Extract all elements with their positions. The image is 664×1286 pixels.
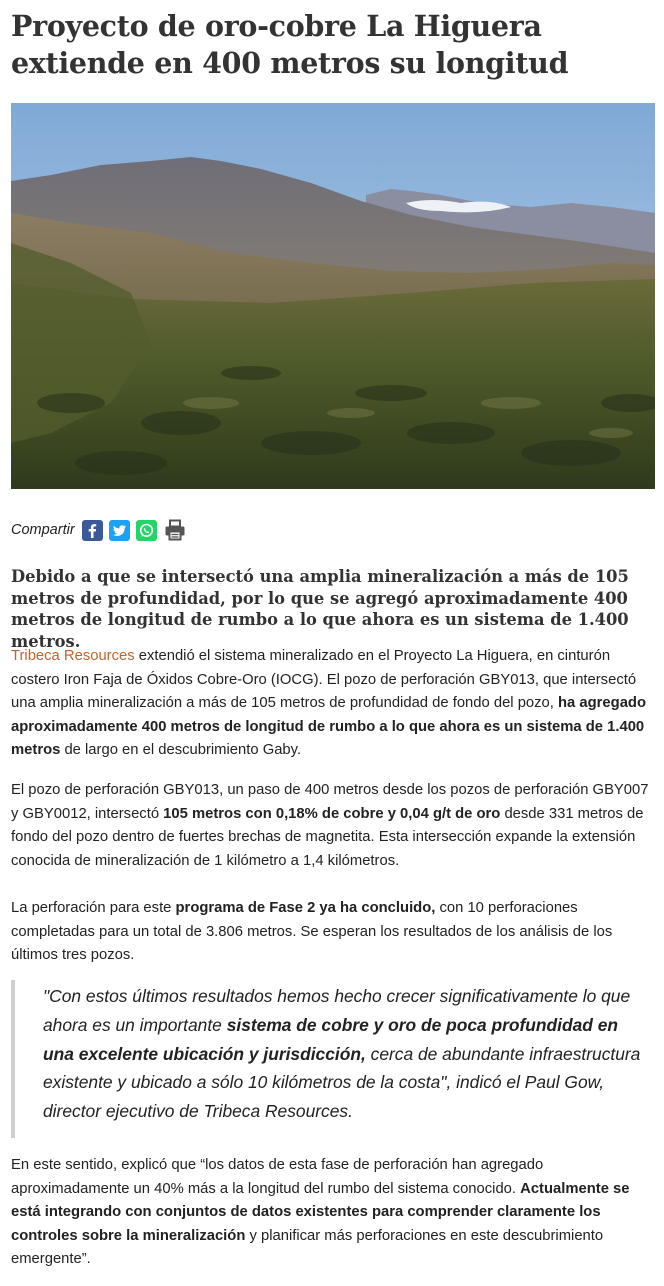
p1-text-2: de largo en el descubrimiento Gaby. xyxy=(60,742,302,758)
title-line-1: Proyecto de oro-cobre La Higuera xyxy=(11,9,542,43)
article-header xyxy=(11,0,655,82)
p2-text-1: El pozo de perforación GBY013, un paso de 400 metros desde los pozos de perforación GBY007 y GBY0012, intersectó xyxy=(11,782,649,822)
paragraph-3 xyxy=(11,897,655,968)
p4-text-1: En este sentido, explicó que “los datos de esta fase de perforación han agregado aproximadamente un 40% más a la longitud del rumbo del sistema conocido. xyxy=(11,1157,544,1197)
whatsapp-icon[interactable] xyxy=(136,520,157,541)
quote-text xyxy=(43,982,643,1126)
quote-bold-1: sistema de cobre y oro de poca profundidad en una excelente ubicación y jurisdicción, xyxy=(43,1014,619,1064)
p1-text-1: extendió el sistema mineralizado en el Proyecto La Higuera, en cinturón costero Iron Faja de Óxidos Cobre-Oro (IOCG). El pozo de perforación GBY013, que intersectó una amplia mineralización a más de 105 metros de profundidad de fondo del pozo, xyxy=(11,648,637,711)
title-line-2: extiende en 400 metros su longitud xyxy=(11,46,569,80)
article-title xyxy=(11,8,655,82)
p3-text-1: La perforación para este xyxy=(11,900,176,916)
facebook-icon[interactable] xyxy=(82,520,103,541)
quote-text-1: "Con estos últimos resultados hemos hecho crecer significativamente lo que ahora es un importante xyxy=(43,986,631,1035)
p2-text-2: desde 331 metros de fondo del pozo dentro de fuertes brechas de magnetita. Esta intersección expande la extensión conocida de mineralización de 1 kilómetro a 1,4 kilómetros. xyxy=(11,805,644,869)
tribeca-link[interactable]: Tribeca Resources xyxy=(11,648,135,664)
article-lead: Debido a que se intersectó una amplia mineralización a más de 105 metros de profundidad, por lo que se agregó aproximadamente 400 metros de longitud de rumbo a lo que ahora es un sistema de 1.400 metros. xyxy=(11,567,629,651)
p2-bold-1: 105 metros con 0,18% de cobre y 0,04 g/t de oro xyxy=(163,805,501,822)
p1-bold-1: ha agregado aproximadamente 400 metros de longitud de rumbo a lo que ahora es un sistema de 1.400 metros xyxy=(11,695,646,758)
twitter-icon[interactable] xyxy=(109,520,130,541)
p3-text-2: con 10 perforaciones completadas para un total de 3.806 metros. Se esperan los resultados de los análisis de los últimos tres pozos. xyxy=(11,900,613,963)
blockquote xyxy=(11,980,655,1138)
p4-bold-1: Actualmente se está integrando con conjuntos de datos existentes para comprender claramente los controles sobre la mineralización xyxy=(11,1180,630,1244)
p3-bold-1: programa de Fase 2 ya ha concluido, xyxy=(175,900,436,916)
paragraph-4 xyxy=(11,1154,655,1272)
print-icon[interactable] xyxy=(163,518,187,542)
share-bar xyxy=(11,515,193,545)
hero-image xyxy=(11,103,655,489)
p4-text-2: y planificar más perforaciones en este descubrimiento emergente”. xyxy=(11,1227,604,1267)
quote-text-2: cerca de abundante infraestructura existente y ubicado a sólo 10 kilómetros de la costa", indicó el Paul Gow, director ejecutivo de Tribeca Resources. xyxy=(43,1043,641,1122)
paragraph-2 xyxy=(11,779,655,873)
share-label: Compartir xyxy=(11,522,75,538)
paragraph-1 xyxy=(11,645,655,763)
